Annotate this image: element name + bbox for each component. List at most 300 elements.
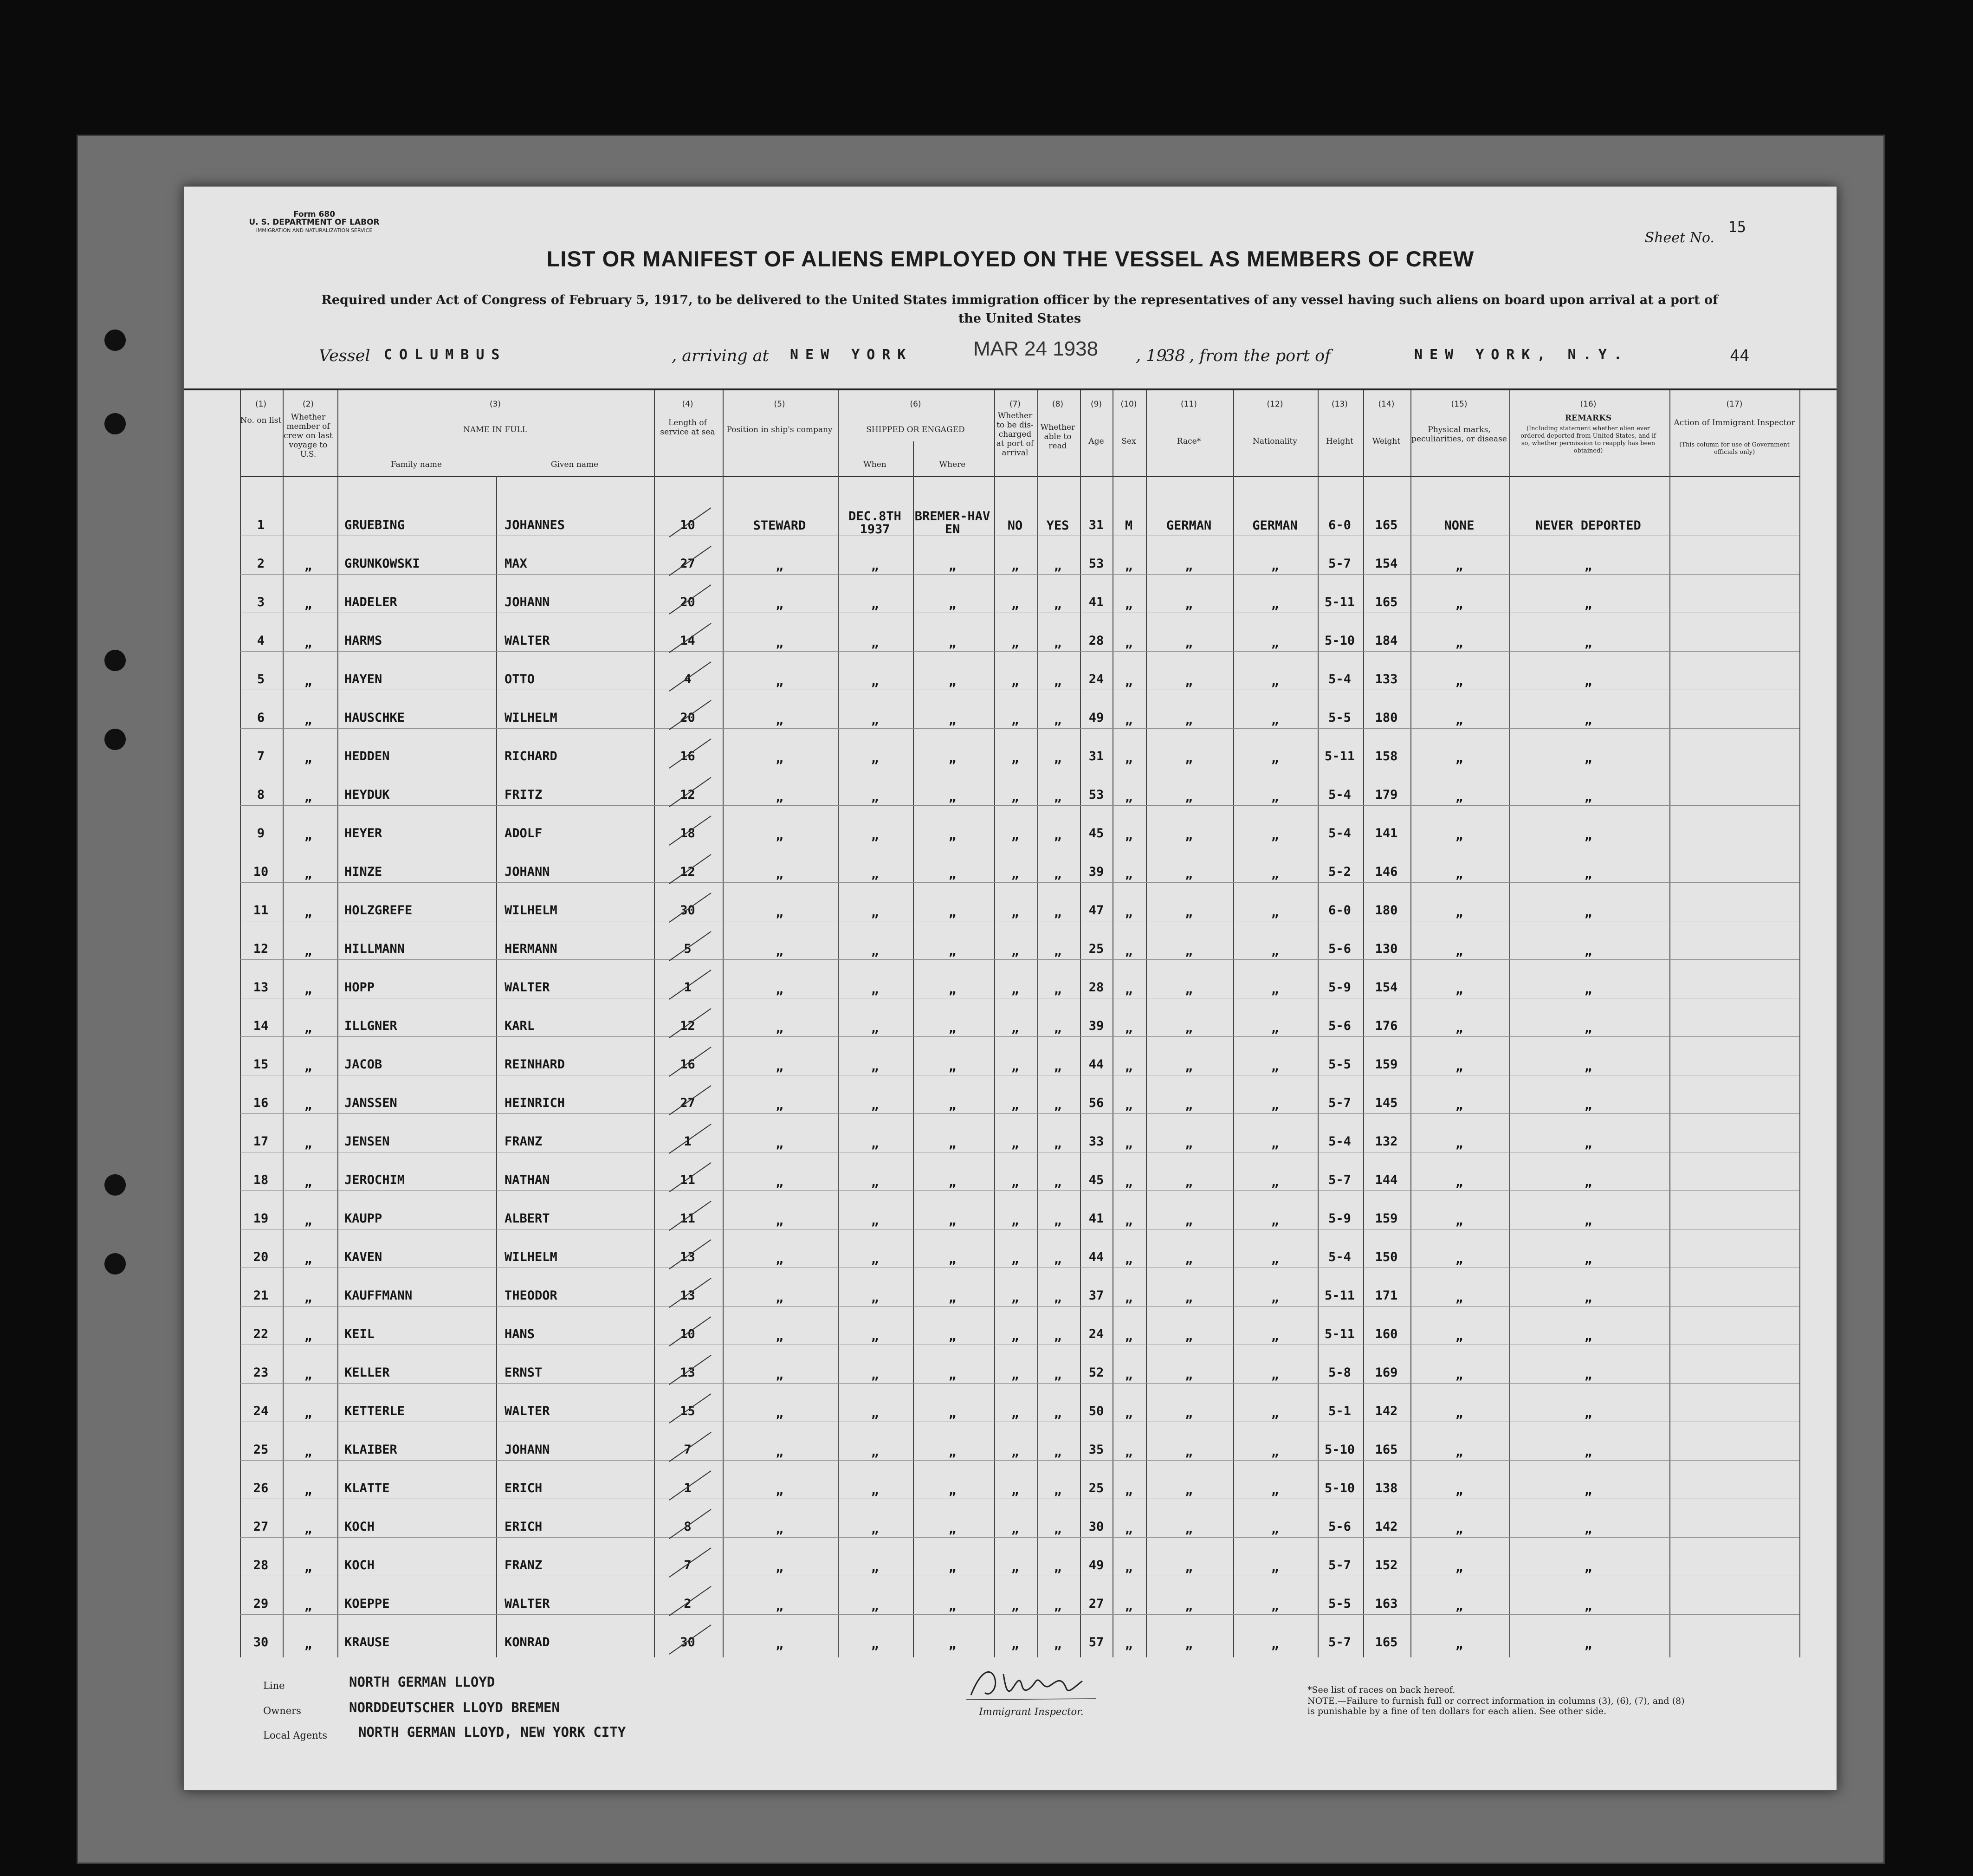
given-name-cell: JOHANNES <box>505 518 565 532</box>
row-rule <box>240 1383 1799 1384</box>
ditto-mark: „ <box>1455 1252 1463 1267</box>
read-cell: YES <box>1046 518 1069 533</box>
form-service: IMMIGRATION AND NATURALIZATION SERVICE <box>256 227 373 233</box>
ditto-mark: „ <box>1054 636 1062 650</box>
ditto-mark: „ <box>776 1214 783 1228</box>
given-name-cell: RICHARD <box>505 749 557 763</box>
ditto-mark: „ <box>776 636 783 650</box>
ditto-mark: „ <box>1185 1560 1193 1575</box>
ditto-mark: „ <box>948 559 957 573</box>
ditto-mark: „ <box>304 1368 312 1382</box>
col-header-given: Given name <box>550 460 599 469</box>
ditto-mark: „ <box>1185 1445 1193 1459</box>
ditto-mark: „ <box>1125 1098 1133 1113</box>
weight-cell: 159 <box>1375 1057 1398 1072</box>
ditto-mark: „ <box>776 1368 783 1382</box>
given-name-cell: REINHARD <box>505 1057 565 1072</box>
owners-label: Owners <box>263 1705 301 1716</box>
inspector-signature-block <box>948 1663 1115 1717</box>
col-number: (15) <box>1451 400 1468 409</box>
ditto-mark: „ <box>1054 1522 1062 1536</box>
col-header-remarks: REMARKS <box>1565 414 1612 423</box>
sex-cell: M <box>1125 518 1133 533</box>
height-cell: 5-2 <box>1328 865 1351 879</box>
ditto-mark: „ <box>1011 674 1019 689</box>
weight-cell: 176 <box>1375 1019 1398 1033</box>
weight-cell: 154 <box>1375 980 1398 995</box>
row-rule <box>240 959 1799 960</box>
ditto-mark: „ <box>1185 636 1193 650</box>
row-number: 2 <box>257 556 265 571</box>
ditto-mark: „ <box>304 1329 312 1344</box>
service-years-cell: 30 <box>680 903 695 918</box>
ditto-mark: „ <box>1011 1599 1019 1613</box>
ditto-mark: „ <box>948 713 957 727</box>
ditto-mark: „ <box>1054 1329 1062 1344</box>
ditto-mark: „ <box>871 1021 879 1035</box>
ditto-mark: „ <box>1455 867 1463 881</box>
ditto-mark: „ <box>1011 597 1019 612</box>
ditto-mark: „ <box>1584 1214 1592 1228</box>
ditto-mark: „ <box>1185 1098 1193 1113</box>
ditto-mark: „ <box>1185 1599 1193 1613</box>
ditto-mark: „ <box>1271 1368 1279 1382</box>
owners-value: NORDDEUTSCHER LLOYD BREMEN <box>349 1700 560 1715</box>
ditto-mark: „ <box>304 828 312 843</box>
ditto-mark: „ <box>304 1098 312 1113</box>
ditto-mark: „ <box>1054 1599 1062 1613</box>
weight-cell: 146 <box>1375 865 1398 879</box>
family-name-cell: ILLGNER <box>344 1019 397 1033</box>
row-number: 25 <box>253 1443 269 1457</box>
family-name-cell: KOCH <box>344 1558 375 1572</box>
height-cell: 5-7 <box>1328 1173 1351 1187</box>
ditto-mark: „ <box>776 906 783 920</box>
ditto-mark: „ <box>776 751 783 766</box>
row-number: 19 <box>253 1211 269 1226</box>
service-years-cell: 13 <box>680 1288 695 1303</box>
ditto-mark: „ <box>1455 597 1463 612</box>
weight-cell: 179 <box>1375 788 1398 802</box>
arriving-port: NEW YORK <box>790 347 913 363</box>
family-name-cell: KOEPPE <box>344 1597 390 1611</box>
ditto-mark: „ <box>948 1637 957 1652</box>
service-years-cell: 11 <box>680 1211 695 1226</box>
ditto-mark: „ <box>1584 944 1592 958</box>
ditto-mark: „ <box>1185 559 1193 573</box>
ditto-mark: „ <box>1584 983 1592 997</box>
ditto-mark: „ <box>776 1175 783 1190</box>
ditto-mark: „ <box>1011 636 1019 650</box>
service-years-cell: 13 <box>680 1250 695 1264</box>
family-name-cell: KOCH <box>344 1520 375 1534</box>
ditto-mark: „ <box>1054 751 1062 766</box>
height-cell: 5-7 <box>1328 556 1351 571</box>
ditto-mark: „ <box>948 1252 957 1267</box>
column-rule <box>1669 390 1670 1657</box>
age-cell: 28 <box>1088 980 1104 995</box>
row-number: 6 <box>257 711 265 725</box>
given-name-cell: JOHANN <box>505 595 550 609</box>
binder-hole <box>104 1174 126 1196</box>
col-number: (1) <box>255 400 267 409</box>
service-years-cell: 14 <box>680 634 695 648</box>
ditto-mark: „ <box>1455 1368 1463 1382</box>
given-name-cell: WALTER <box>505 1597 550 1611</box>
weight-cell: 158 <box>1375 749 1398 763</box>
given-name-cell: WALTER <box>505 980 550 995</box>
ditto-mark: „ <box>871 1252 879 1267</box>
age-cell: 24 <box>1088 672 1104 686</box>
ditto-mark: „ <box>304 1483 312 1498</box>
ditto-mark: „ <box>1054 1483 1062 1498</box>
ditto-mark: „ <box>871 1291 879 1305</box>
races-note: *See list of races on back hereof. <box>1307 1685 1455 1695</box>
given-name-cell: THEODOR <box>505 1288 557 1303</box>
age-cell: 25 <box>1088 1481 1104 1495</box>
document-title: LIST OR MANIFEST OF ALIENS EMPLOYED ON THE VESSEL AS MEMBERS OF CREW <box>546 246 1475 271</box>
col-header-read: Whether able to read <box>1040 423 1075 451</box>
weight-cell: 171 <box>1375 1288 1398 1303</box>
family-name-cell: KLATTE <box>344 1481 390 1495</box>
when-cell: DEC.8TH 1937 <box>848 509 901 537</box>
column-rule <box>337 390 338 1657</box>
ditto-mark: „ <box>948 983 957 997</box>
service-years-cell: 16 <box>680 1057 695 1072</box>
ditto-mark: „ <box>304 1175 312 1190</box>
inspector-signature <box>962 1663 1101 1704</box>
ditto-mark: „ <box>1455 1560 1463 1575</box>
row-rule <box>240 1113 1799 1114</box>
given-name-cell: WALTER <box>505 1404 550 1418</box>
ditto-mark: „ <box>1584 1483 1592 1498</box>
age-cell: 37 <box>1088 1288 1104 1303</box>
physical-cell: NONE <box>1444 518 1475 533</box>
family-name-cell: HAYEN <box>344 672 382 686</box>
ditto-mark: „ <box>1011 1214 1019 1228</box>
ditto-mark: „ <box>871 790 879 804</box>
height-cell: 5-1 <box>1328 1404 1351 1418</box>
ditto-mark: „ <box>1054 1137 1062 1151</box>
arriving-label: , arriving at <box>672 347 769 365</box>
ditto-mark: „ <box>1011 828 1019 843</box>
ditto-mark: „ <box>948 1291 957 1305</box>
ditto-mark: „ <box>1455 1445 1463 1459</box>
ditto-mark: „ <box>1271 1175 1279 1190</box>
family-name-cell: JEROCHIM <box>344 1173 405 1187</box>
binder-hole <box>104 650 126 671</box>
col-number: (6) <box>910 400 921 409</box>
ditto-mark: „ <box>948 1483 957 1498</box>
height-cell: 5-6 <box>1328 1520 1351 1534</box>
ditto-mark: „ <box>1125 1560 1133 1575</box>
ditto-mark: „ <box>1584 1060 1592 1074</box>
ditto-mark: „ <box>1125 790 1133 804</box>
ditto-mark: „ <box>1125 1599 1133 1613</box>
col-header-where: Where <box>939 460 966 469</box>
ditto-mark: „ <box>1271 1252 1279 1267</box>
ditto-mark: „ <box>1054 944 1062 958</box>
service-years-cell: 30 <box>680 1635 695 1650</box>
col-header-age: Age <box>1088 437 1104 446</box>
family-name-cell: GRUNKOWSKI <box>344 556 420 571</box>
ditto-mark: „ <box>304 1291 312 1305</box>
weight-cell: 163 <box>1375 1597 1398 1611</box>
col-header-race: Race* <box>1177 437 1201 446</box>
ditto-mark: „ <box>948 906 957 920</box>
sheet-number <box>1644 218 1746 246</box>
col-number: (3) <box>489 400 501 409</box>
ditto-mark: „ <box>871 944 879 958</box>
ditto-mark: „ <box>1185 1406 1193 1421</box>
ditto-mark: „ <box>1584 1021 1592 1035</box>
given-name-cell: HEINRICH <box>505 1096 565 1110</box>
ditto-mark: „ <box>1584 713 1592 727</box>
height-cell: 5-10 <box>1324 1443 1355 1457</box>
ditto-mark: „ <box>1054 1368 1062 1382</box>
height-cell: 5-4 <box>1328 788 1351 802</box>
row-rule <box>240 1537 1799 1538</box>
age-cell: 35 <box>1088 1443 1104 1457</box>
ditto-mark: „ <box>1011 1406 1019 1421</box>
ditto-mark: „ <box>1455 1483 1463 1498</box>
service-years-cell: 13 <box>680 1365 695 1380</box>
ditto-mark: „ <box>871 1329 879 1344</box>
ditto-mark: „ <box>1584 1368 1592 1382</box>
row-number: 10 <box>253 865 269 879</box>
binder-hole <box>104 330 126 351</box>
ditto-mark: „ <box>776 1560 783 1575</box>
ditto-mark: „ <box>1011 790 1019 804</box>
service-years-cell: 18 <box>680 826 695 841</box>
col-header-when: When <box>863 460 886 469</box>
ditto-mark: „ <box>304 751 312 766</box>
col-header-position: Position in ship's company <box>726 425 833 434</box>
ditto-mark: „ <box>776 597 783 612</box>
ditto-mark: „ <box>1584 1406 1592 1421</box>
col-header-height: Height <box>1326 437 1353 446</box>
binder-hole <box>104 1253 126 1274</box>
ditto-mark: „ <box>1125 559 1133 573</box>
ditto-mark: „ <box>1011 1252 1019 1267</box>
family-name-cell: KEIL <box>344 1327 375 1341</box>
ditto-mark: „ <box>1125 1060 1133 1074</box>
ditto-mark: „ <box>1271 1599 1279 1613</box>
weight-cell: 154 <box>1375 556 1398 571</box>
ditto-mark: „ <box>304 559 312 573</box>
family-name-cell: HARMS <box>344 634 382 648</box>
height-cell: 5-7 <box>1328 1635 1351 1650</box>
ditto-mark: „ <box>1584 636 1592 650</box>
service-years-cell: 20 <box>680 595 695 609</box>
row-number: 18 <box>253 1173 269 1187</box>
family-name-cell: GRUEBING <box>344 518 405 532</box>
ditto-mark: „ <box>1584 1560 1592 1575</box>
ditto-mark: „ <box>1271 713 1279 727</box>
col-number: (16) <box>1580 400 1597 409</box>
ditto-mark: „ <box>1271 1445 1279 1459</box>
ditto-mark: „ <box>776 1137 783 1151</box>
col-number: (12) <box>1267 400 1283 409</box>
ditto-mark: „ <box>948 867 957 881</box>
ditto-mark: „ <box>871 1098 879 1113</box>
ditto-mark: „ <box>948 597 957 612</box>
ditto-mark: „ <box>1455 559 1463 573</box>
ditto-mark: „ <box>871 1445 879 1459</box>
row-number: 26 <box>253 1481 269 1495</box>
age-cell: 39 <box>1088 1019 1104 1033</box>
ditto-mark: „ <box>1185 713 1193 727</box>
ditto-mark: „ <box>304 867 312 881</box>
ditto-mark: „ <box>1185 1137 1193 1151</box>
ditto-mark: „ <box>1054 867 1062 881</box>
col-header-sex: Sex <box>1121 437 1136 446</box>
ditto-mark: „ <box>1584 751 1592 766</box>
ditto-mark: „ <box>1584 1291 1592 1305</box>
given-name-cell: ERICH <box>505 1481 543 1495</box>
ditto-mark: „ <box>776 1445 783 1459</box>
ditto-mark: „ <box>948 790 957 804</box>
ditto-mark: „ <box>948 751 957 766</box>
ditto-mark: „ <box>304 674 312 689</box>
col-number: (5) <box>774 400 785 409</box>
ditto-mark: „ <box>948 1599 957 1613</box>
ditto-mark: „ <box>871 1522 879 1536</box>
height-cell: 6-0 <box>1328 903 1351 918</box>
ditto-mark: „ <box>1271 1060 1279 1074</box>
col-number: (8) <box>1052 400 1064 409</box>
ditto-mark: „ <box>776 1522 783 1536</box>
ditto-mark: „ <box>948 1522 957 1536</box>
ditto-mark: „ <box>1125 828 1133 843</box>
row-number: 8 <box>257 788 265 802</box>
ditto-mark: „ <box>871 1637 879 1652</box>
ditto-mark: „ <box>1011 1329 1019 1344</box>
ditto-mark: „ <box>1455 944 1463 958</box>
col-number: (9) <box>1090 400 1102 409</box>
weight-cell: 130 <box>1375 942 1398 956</box>
age-cell: 31 <box>1088 749 1104 763</box>
height-cell: 5-6 <box>1328 1019 1351 1033</box>
ditto-mark: „ <box>1271 828 1279 843</box>
ditto-mark: „ <box>1584 1637 1592 1652</box>
ditto-mark: „ <box>1185 983 1193 997</box>
row-number: 27 <box>253 1520 269 1534</box>
age-cell: 53 <box>1088 556 1104 571</box>
ditto-mark: „ <box>1054 1637 1062 1652</box>
ditto-mark: „ <box>1125 944 1133 958</box>
ditto-mark: „ <box>1584 1445 1592 1459</box>
given-name-cell: HERMANN <box>505 942 557 956</box>
row-number: 16 <box>253 1096 269 1110</box>
given-name-cell: FRITZ <box>505 788 543 802</box>
ditto-mark: „ <box>776 674 783 689</box>
given-name-cell: ERICH <box>505 1520 543 1534</box>
weight-cell: 180 <box>1375 903 1398 918</box>
service-years-cell: 20 <box>680 711 695 725</box>
ditto-mark: „ <box>1455 636 1463 650</box>
age-cell: 41 <box>1088 1211 1104 1226</box>
ditto-mark: „ <box>1584 1175 1592 1190</box>
ditto-mark: „ <box>948 1560 957 1575</box>
sheet-label: Sheet No. <box>1644 230 1714 246</box>
family-name-cell: HADELER <box>344 595 397 609</box>
weight-cell: 142 <box>1375 1404 1398 1418</box>
ditto-mark: „ <box>1011 1098 1019 1113</box>
nationality-cell: GERMAN <box>1252 518 1298 533</box>
ditto-mark: „ <box>1125 1214 1133 1228</box>
ditto-mark: „ <box>1584 559 1592 573</box>
ditto-mark: „ <box>1011 751 1019 766</box>
ditto-mark: „ <box>1125 983 1133 997</box>
inspector-label: Immigrant Inspector. <box>979 1706 1084 1717</box>
ditto-mark: „ <box>1271 636 1279 650</box>
ditto-mark: „ <box>776 1637 783 1652</box>
family-name-cell: JACOB <box>344 1057 382 1072</box>
ditto-mark: „ <box>1271 1021 1279 1035</box>
ditto-mark: „ <box>776 983 783 997</box>
ditto-mark: „ <box>871 1599 879 1613</box>
ditto-mark: „ <box>1011 1060 1019 1074</box>
weight-cell: 141 <box>1375 826 1398 841</box>
family-name-cell: JENSEN <box>344 1134 390 1149</box>
ditto-mark: „ <box>1011 983 1019 997</box>
age-cell: 28 <box>1088 634 1104 648</box>
ditto-mark: „ <box>1011 1637 1019 1652</box>
ditto-mark: „ <box>1054 1406 1062 1421</box>
ditto-mark: „ <box>1125 597 1133 612</box>
family-name-cell: KRAUSE <box>344 1635 390 1650</box>
given-name-cell: OTTO <box>505 672 535 686</box>
height-cell: 5-11 <box>1324 749 1355 763</box>
ditto-mark: „ <box>1271 1098 1279 1113</box>
ditto-mark: „ <box>1185 790 1193 804</box>
col-number: (14) <box>1378 400 1395 409</box>
weight-cell: 165 <box>1375 595 1398 609</box>
ditto-mark: „ <box>1185 1252 1193 1267</box>
ditto-mark: „ <box>1271 1291 1279 1305</box>
col-header-no: No. on list <box>240 416 282 425</box>
height-cell: 5-9 <box>1328 1211 1351 1226</box>
ditto-mark: „ <box>1584 1137 1592 1151</box>
ditto-mark: „ <box>776 790 783 804</box>
ditto-mark: „ <box>1185 674 1193 689</box>
ditto-mark: „ <box>948 1214 957 1228</box>
height-cell: 5-4 <box>1328 672 1351 686</box>
ditto-mark: „ <box>1125 1445 1133 1459</box>
row-number: 24 <box>253 1404 269 1418</box>
ditto-mark: „ <box>1185 1368 1193 1382</box>
row-rule <box>240 805 1799 806</box>
page-number: 44 <box>1730 347 1750 365</box>
height-cell: 5-8 <box>1328 1365 1351 1380</box>
family-name-cell: HOLZGREFE <box>344 903 413 918</box>
form-header <box>247 211 382 234</box>
age-cell: 53 <box>1088 788 1104 802</box>
ditto-mark: „ <box>1455 1329 1463 1344</box>
binder-hole <box>104 413 126 434</box>
ditto-mark: „ <box>1584 1522 1592 1536</box>
given-name-cell: WALTER <box>505 634 550 648</box>
ditto-mark: „ <box>948 674 957 689</box>
ditto-mark: „ <box>871 1406 879 1421</box>
ditto-mark: „ <box>304 906 312 920</box>
ditto-mark: „ <box>948 1368 957 1382</box>
row-number: 15 <box>253 1057 269 1072</box>
age-cell: 49 <box>1088 711 1104 725</box>
family-name-cell: HEDDEN <box>344 749 390 763</box>
ditto-mark: „ <box>1125 906 1133 920</box>
